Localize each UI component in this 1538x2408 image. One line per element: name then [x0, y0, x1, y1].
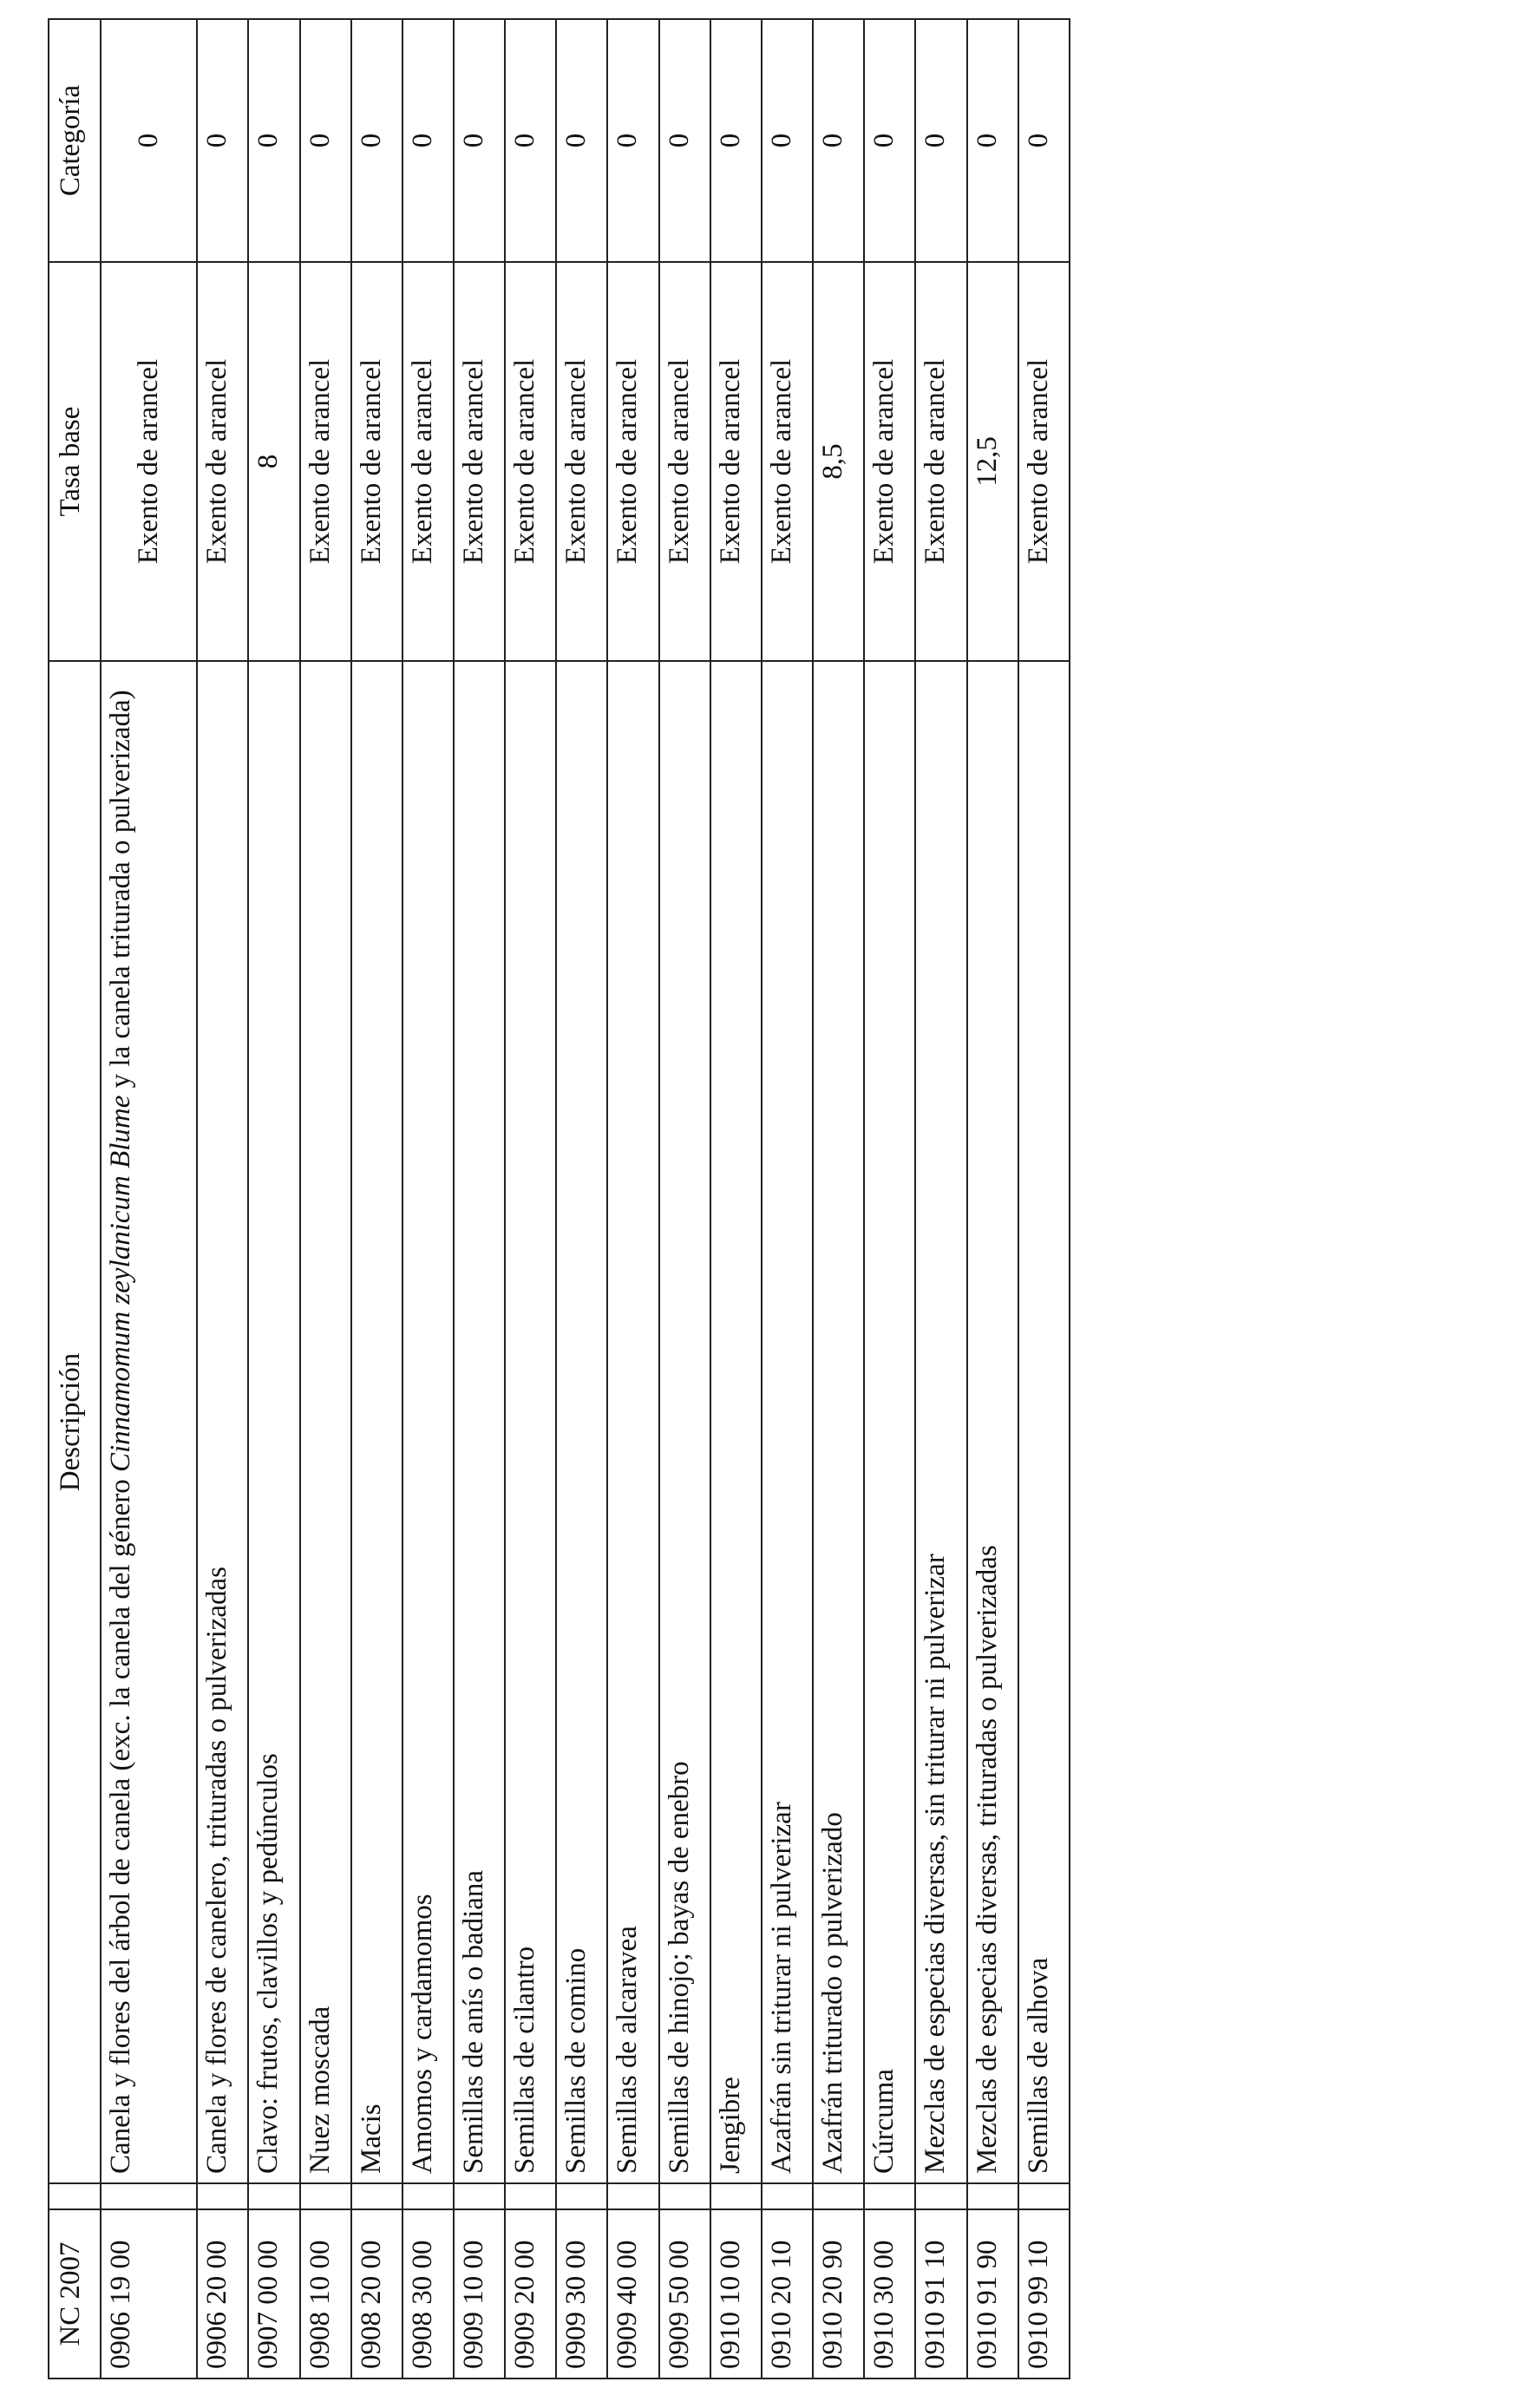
cell-code: 0910 99 10 [1018, 2209, 1070, 2379]
cell-code: 0910 20 90 [813, 2209, 864, 2379]
table-row [762, 19, 813, 2379]
cell-rate: Exento de arancel [762, 262, 813, 661]
cell-category: 0 [454, 19, 505, 262]
cell-description: Jengibre [710, 661, 762, 2183]
table-row [197, 19, 248, 2379]
table-row [505, 19, 556, 2379]
cell-rate: Exento de arancel [915, 262, 966, 661]
cell-rate: 8 [248, 262, 299, 661]
table-row [300, 19, 351, 2379]
cell-code: 0906 19 00 [101, 2209, 197, 2379]
cell-rate: Exento de arancel [300, 262, 351, 661]
cell-code: 0910 30 00 [864, 2209, 915, 2379]
cell-spacer [1018, 2183, 1070, 2209]
cell-category: 0 [864, 19, 915, 262]
cell-category: 0 [101, 19, 197, 262]
cell-rate: Exento de arancel [864, 262, 915, 661]
table-row [813, 19, 864, 2379]
cell-description: Azafrán sin triturar ni pulverizar [762, 661, 813, 2183]
table-row [1018, 19, 1070, 2379]
cell-category: 0 [1018, 19, 1070, 262]
table-row [402, 19, 454, 2379]
cell-description: Amomos y cardamomos [402, 661, 454, 2183]
cell-description: Semillas de comino [556, 661, 607, 2183]
header-category: Categoría [49, 19, 101, 262]
cell-code: 0909 50 00 [659, 2209, 710, 2379]
cell-spacer [556, 2183, 607, 2209]
cell-category: 0 [762, 19, 813, 262]
cell-category: 0 [659, 19, 710, 262]
cell-spacer [300, 2183, 351, 2209]
cell-description: Azafrán triturado o pulverizado [813, 661, 864, 2183]
cell-description [101, 661, 197, 2183]
cell-category: 0 [505, 19, 556, 262]
cell-code: 0909 40 00 [607, 2209, 658, 2379]
cell-rate: Exento de arancel [607, 262, 658, 661]
cell-code: 0910 91 90 [967, 2209, 1018, 2379]
table-row [915, 19, 966, 2379]
cell-category: 0 [813, 19, 864, 262]
header-rate: Tasa base [49, 262, 101, 661]
cell-rate: Exento de arancel [505, 262, 556, 661]
cell-description: Semillas de alhova [1018, 661, 1070, 2183]
species-name: Cinnamomum zeylanicum Blume [105, 1095, 136, 1473]
cell-description: Canela y flores de canelero, trituradas o pulverizadas [197, 661, 248, 2183]
table-row [556, 19, 607, 2379]
table-row [967, 19, 1018, 2379]
description-text: Canela y flores del árbol de canela (exc. la canela del género [105, 1472, 136, 2174]
cell-category: 0 [351, 19, 402, 262]
cell-spacer [659, 2183, 710, 2209]
cell-rate: Exento de arancel [101, 262, 197, 661]
description-text: y la canela triturada o pulverizada) [105, 690, 136, 1096]
cell-spacer [505, 2183, 556, 2209]
table-row [864, 19, 915, 2379]
cell-code: 0906 20 00 [197, 2209, 248, 2379]
cell-spacer [762, 2183, 813, 2209]
cell-code: 0908 20 00 [351, 2209, 402, 2379]
table-row [710, 19, 762, 2379]
cell-category: 0 [607, 19, 658, 262]
cell-code: 0908 30 00 [402, 2209, 454, 2379]
cell-description: Macis [351, 661, 402, 2183]
cell-rate: Exento de arancel [402, 262, 454, 661]
cell-description: Semillas de alcaravea [607, 661, 658, 2183]
header-code: NC 2007 [49, 2209, 101, 2379]
cell-category: 0 [556, 19, 607, 262]
cell-spacer [710, 2183, 762, 2209]
cell-spacer [813, 2183, 864, 2209]
cell-code: 0909 10 00 [454, 2209, 505, 2379]
table-row [607, 19, 658, 2379]
cell-spacer [864, 2183, 915, 2209]
cell-category: 0 [402, 19, 454, 262]
cell-spacer [248, 2183, 299, 2209]
cell-spacer [101, 2183, 197, 2209]
cell-code: 0909 30 00 [556, 2209, 607, 2379]
table-row [454, 19, 505, 2379]
cell-rate: 8,5 [813, 262, 864, 661]
cell-description: Cúrcuma [864, 661, 915, 2183]
table-row [659, 19, 710, 2379]
cell-category: 0 [248, 19, 299, 262]
header-spacer [49, 2183, 101, 2209]
cell-category: 0 [197, 19, 248, 262]
cell-rate: 12,5 [967, 262, 1018, 661]
cell-description: Mezclas de especias diversas, trituradas o pulverizadas [967, 661, 1018, 2183]
cell-rate: Exento de arancel [659, 262, 710, 661]
cell-category: 0 [967, 19, 1018, 262]
cell-code: 0910 20 10 [762, 2209, 813, 2379]
rotated-table-wrapper [48, 20, 1070, 2379]
cell-code: 0909 20 00 [505, 2209, 556, 2379]
cell-rate: Exento de arancel [710, 262, 762, 661]
table-row [351, 19, 402, 2379]
table-row [248, 19, 299, 2379]
cell-spacer [915, 2183, 966, 2209]
cell-category: 0 [710, 19, 762, 262]
cell-spacer [351, 2183, 402, 2209]
cell-description: Semillas de hinojo; bayas de enebro [659, 661, 710, 2183]
cell-rate: Exento de arancel [556, 262, 607, 661]
table-header-row [49, 19, 101, 2379]
tariff-schedule-table [48, 18, 1070, 2379]
cell-description: Clavo: frutos, clavillos y pedúnculos [248, 661, 299, 2183]
cell-spacer [967, 2183, 1018, 2209]
cell-description: Semillas de cilantro [505, 661, 556, 2183]
cell-description: Mezclas de especias diversas, sin triturar ni pulverizar [915, 661, 966, 2183]
cell-code: 0907 00 00 [248, 2209, 299, 2379]
cell-spacer [454, 2183, 505, 2209]
cell-rate: Exento de arancel [351, 262, 402, 661]
cell-description: Semillas de anís o badiana [454, 661, 505, 2183]
cell-code: 0910 10 00 [710, 2209, 762, 2379]
cell-category: 0 [915, 19, 966, 262]
cell-code: 0910 91 10 [915, 2209, 966, 2379]
cell-rate: Exento de arancel [197, 262, 248, 661]
cell-description: Nuez moscada [300, 661, 351, 2183]
header-description: Descripción [49, 661, 101, 2183]
cell-spacer [402, 2183, 454, 2209]
cell-spacer [197, 2183, 248, 2209]
cell-category: 0 [300, 19, 351, 262]
cell-code: 0908 10 00 [300, 2209, 351, 2379]
cell-rate: Exento de arancel [454, 262, 505, 661]
cell-rate: Exento de arancel [1018, 262, 1070, 661]
cell-spacer [607, 2183, 658, 2209]
table-row [101, 19, 197, 2379]
